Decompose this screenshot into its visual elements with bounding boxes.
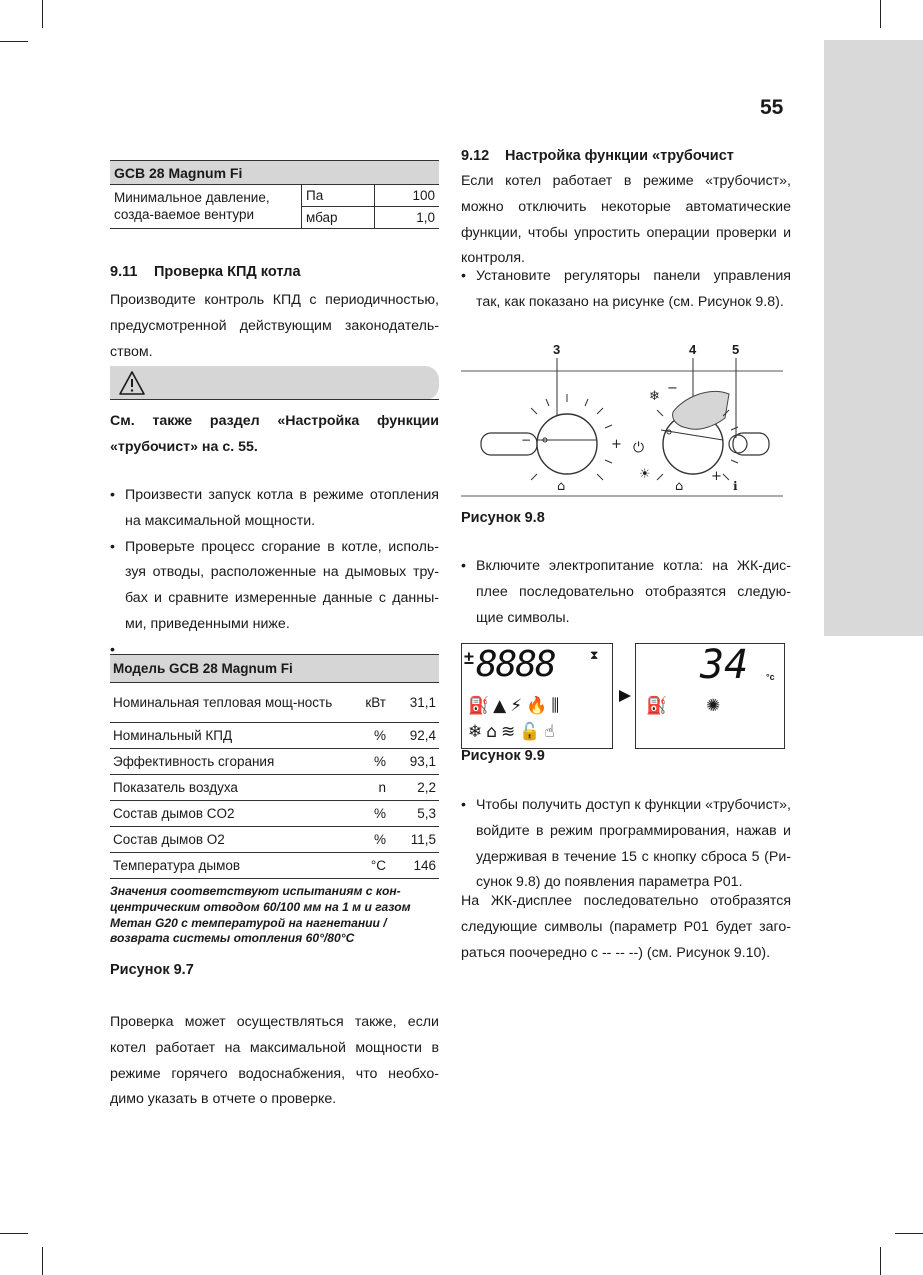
model-table-header: Модель GCB 28 Magnum Fi (110, 655, 439, 683)
snowflake-icon: ❄ (468, 722, 487, 742)
table-cell: 2,2 (389, 775, 439, 801)
svg-text:+: + (611, 437, 622, 452)
table-cell: Состав дымов CO2 (110, 801, 343, 827)
table-row (110, 775, 439, 801)
table-note: Значения соответствуют испытаниям с кон-центрическим отводом 60/100 мм на 1 м и газом Метан G20 с температурой на нагнетании / возврата системы отопления 60°/80°C (110, 884, 411, 946)
figure-9-8-caption: Рисунок 9.8 (461, 510, 545, 526)
arrow-right-icon (618, 689, 632, 703)
table-cell: °C (343, 853, 389, 879)
table-cell: кВт (343, 683, 389, 723)
svg-text:⌂: ⌂ (557, 479, 566, 494)
lcd-symbol-row-1 (468, 696, 563, 716)
table-row (110, 853, 439, 879)
lcd-display-temperature (635, 643, 785, 749)
bullet-access (461, 793, 791, 896)
table-cell: 92,4 (389, 723, 439, 749)
gcb-table-title: GCB 28 Magnum Fi (110, 161, 439, 185)
crop-mark (42, 1247, 43, 1275)
figure-9-9-caption: Рисунок 9.9 (461, 748, 545, 764)
table-cell: % (343, 723, 389, 749)
table-cell: % (343, 827, 389, 853)
table-cell: мбар (302, 207, 375, 229)
svg-text:+: + (711, 469, 722, 484)
page-number: 55 (760, 96, 784, 119)
bullet-912 (461, 264, 791, 316)
table-row (110, 801, 439, 827)
chimney-icon: ≋ (501, 722, 520, 742)
warning-icon (118, 370, 146, 396)
table-row (110, 683, 439, 723)
gcb-table-label: Минимальное давление, созда-ваемое вентури (114, 190, 270, 222)
warning-icon: ▲ (493, 696, 511, 716)
lock-icon: 🔓 (519, 722, 545, 742)
callout-3: 3 (553, 342, 561, 357)
table-cell: % (343, 749, 389, 775)
list-item: • Чтобы получить доступ к функции «трубочист», войдите в режим программирования, нажав и удерживая в течение 15 с кнопку сброса 5 (Ри-сунок 9.8) до появления параметра P01. (461, 793, 791, 896)
table-row (110, 723, 439, 749)
crop-mark (895, 1233, 923, 1234)
table-cell: 31,1 (389, 683, 439, 723)
section-912-heading (461, 148, 791, 164)
warning-text: См. также раздел «Настройка функции «трубочист» на с. 55. (110, 413, 439, 455)
svg-text:☀: ☀ (639, 467, 651, 482)
crop-mark (880, 0, 881, 28)
table-cell: 146 (389, 853, 439, 879)
table-cell: 93,1 (389, 749, 439, 775)
table-cell: % (343, 801, 389, 827)
svg-text:ℹ: ℹ (733, 479, 738, 493)
list-item: • Произвести запуск котла в режиме отопления на максимальной мощности. (110, 483, 439, 535)
flame-icon: 🔥 (526, 696, 552, 716)
model-table (110, 654, 439, 879)
unit-label: °c (766, 672, 775, 682)
hourglass-icon: ⧗ (590, 648, 599, 662)
section-title: Проверка КПД котла (154, 264, 301, 280)
tap-icon: ⛽ (646, 696, 668, 715)
section-title: Настройка функции «трубочист (505, 148, 734, 164)
list-item: • Установите регуляторы панели управления так, как показано на рисунке (см. Рисунок 9.8). (461, 264, 791, 316)
table-cell: Номинальная тепловая мощ-ность (110, 683, 343, 723)
house-icon: ⌂ (486, 722, 502, 742)
svg-text:−: − (521, 433, 532, 447)
svg-text:−: − (667, 381, 678, 396)
table-cell: 5,3 (389, 801, 439, 827)
section-911-heading (110, 264, 440, 280)
crop-mark (880, 1247, 881, 1275)
table-cell: n (343, 775, 389, 801)
crop-mark (0, 1233, 28, 1234)
control-panel-drawing (461, 358, 791, 498)
figure-9-7-caption: Рисунок 9.7 (110, 962, 194, 978)
table-row (110, 185, 439, 207)
table-row (110, 749, 439, 775)
gcb-table (110, 160, 439, 229)
left-bullet-list (110, 483, 439, 664)
radiator-icon: ⫼ (551, 696, 564, 716)
lcd-temperature: 34 (700, 642, 749, 688)
flashing-flame-icon: ✺ (706, 696, 721, 715)
tap-icon: ⛽ (468, 696, 494, 716)
list-item: • Включите электропитание котла: на ЖК-дис-плее последовательно отобразятся следую-щие символы. (461, 554, 791, 631)
table-cell: Температура дымов (110, 853, 343, 879)
plus-minus-icon: ± (464, 648, 474, 668)
table-cell: 1,0 (416, 210, 435, 225)
section-number: 9.12 (461, 148, 490, 164)
divider (110, 399, 439, 400)
table-cell: Состав дымов O2 (110, 827, 343, 853)
side-tab (824, 40, 923, 636)
section-912-text: Если котел работает в режиме «трубочист», можно отключить некоторые автоматические функции, чтобы упростить операции проверки и контроля. (461, 173, 791, 267)
table-cell: Эффективность сгорания (110, 749, 343, 775)
svg-text:⏻: ⏻ (633, 440, 645, 456)
left-closing-text: Проверка может осуществляться также, если котел работает на максимальной мощности в режиме горячего водоснабжения, что необхо-димо указать в отчете о проверке. (110, 1014, 439, 1108)
warning-bar (110, 366, 439, 400)
table-row (110, 827, 439, 853)
lcd-display-all-segments (461, 643, 613, 749)
table-cell: Показатель воздуха (110, 775, 343, 801)
svg-text:⌂: ⌂ (675, 479, 684, 494)
crop-mark (42, 0, 43, 28)
table-cell: 11,5 (389, 827, 439, 853)
callout-4: 4 (689, 342, 697, 357)
figure-9-9 (461, 643, 791, 748)
section-911-text: Производите контроль КПД с периодичностью, предусмотренной действующим законодатель-ством. (110, 292, 439, 360)
table-cell: Номинальный КПД (110, 723, 343, 749)
section-number: 9.11 (110, 264, 138, 280)
crop-mark (0, 41, 28, 42)
lcd-digits: 8888 (476, 644, 555, 685)
lcd-symbol-row-2 (468, 722, 559, 742)
ignition-icon: ⚡ (510, 696, 527, 716)
table-cell: 100 (375, 185, 440, 207)
list-item: • Проверьте процесс сгорание в котле, исполь-зуя отводы, расположенные на дымовых тру-бах и сравните измеренные данные с данны-ми, приведенными ниже. (110, 535, 439, 638)
table-cell: Па (302, 185, 375, 207)
hand-icon: ☝ (544, 722, 559, 742)
final-text: На ЖК-дисплее последовательно отобразятся следующие символы (параметр P01 будет заго-раться поочередно с -- -- --) (см. Рисунок 9.10). (461, 893, 791, 961)
bullet-power (461, 554, 791, 631)
svg-text:❄: ❄ (649, 389, 660, 404)
callout-5: 5 (732, 342, 740, 357)
figure-9-8 (461, 340, 791, 500)
